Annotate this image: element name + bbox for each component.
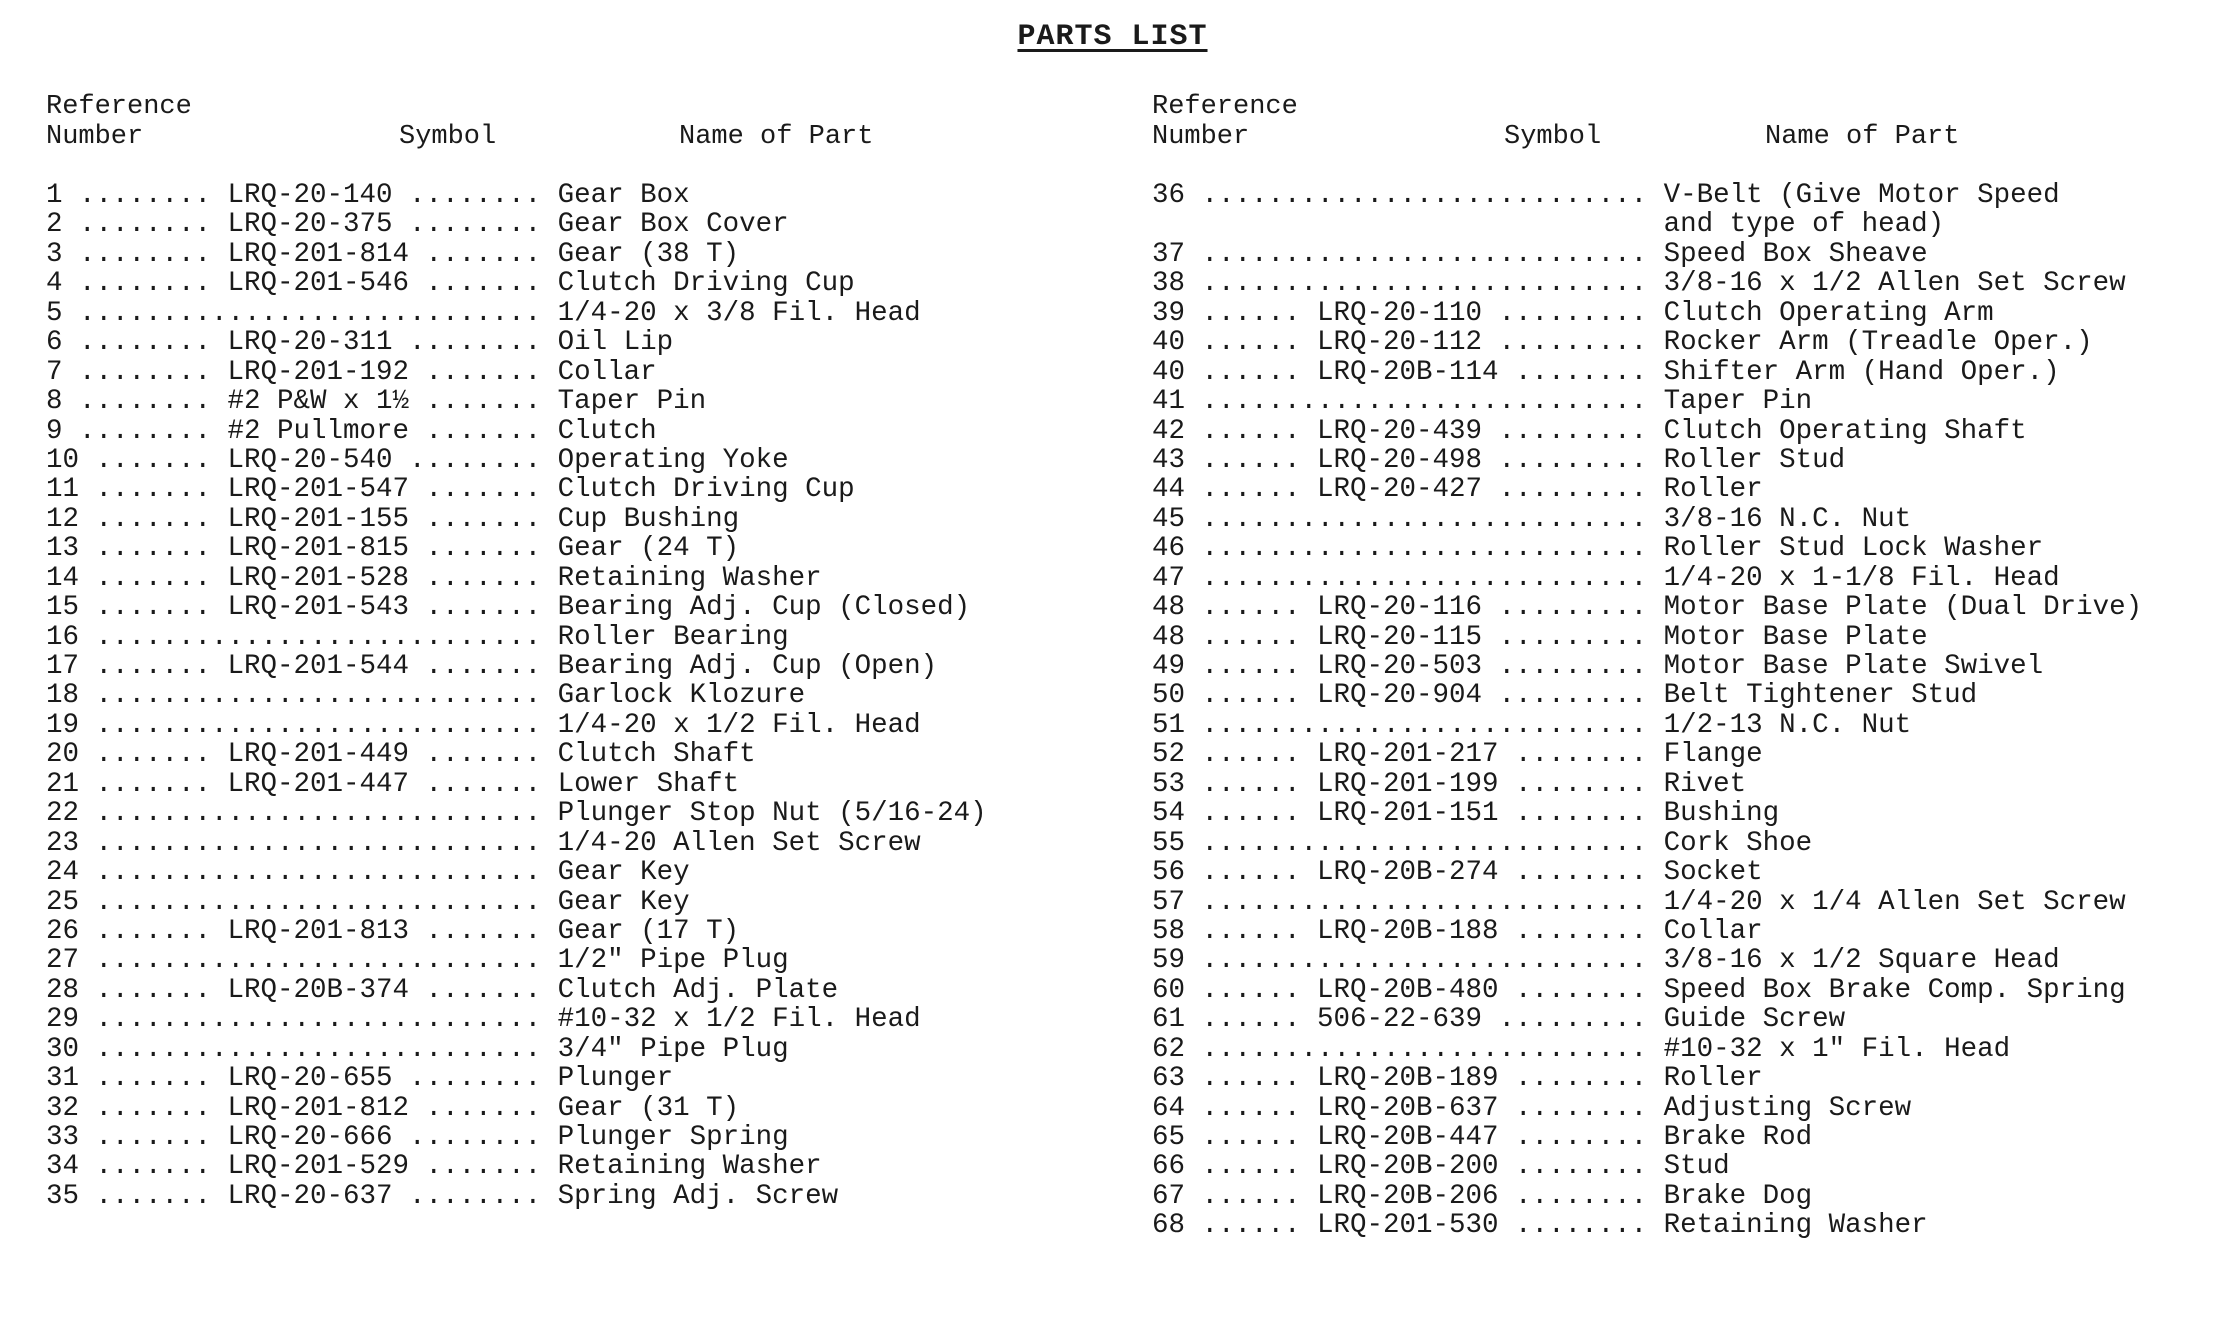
parts-row: 19 ........................... 1/4-20 x 1/2 Fil. Head [46, 709, 921, 741]
parts-row: 50 ...... LRQ-20-904 ......... Belt Tightener Stud [1152, 680, 1978, 712]
parts-row: 12 ....... LRQ-201-155 ....... Cup Bushing [46, 503, 740, 535]
parts-row: 24 ........................... Gear Key [46, 857, 690, 889]
parts-row: 57 ........................... 1/4-20 x 1/4 Allen Set Screw [1152, 886, 2126, 918]
parts-row: 38 ........................... 3/8-16 x 1/2 Allen Set Screw [1152, 268, 2126, 300]
parts-row: 30 ........................... 3/4" Pipe Plug [46, 1033, 789, 1065]
parts-row: 2 ........ LRQ-20-375 ........ Gear Box Cover [46, 209, 789, 241]
parts-row: 35 ....... LRQ-20-637 ........ Spring Adj. Screw [46, 1180, 839, 1212]
parts-rows-right [1152, 181, 2212, 1241]
parts-row: 36 ........................... V-Belt (Give Motor Speed [1152, 180, 2060, 211]
parts-row: 20 ....... LRQ-201-449 ....... Clutch Shaft [46, 739, 756, 771]
parts-row: 42 ...... LRQ-20-439 ......... Clutch Operating Shaft [1152, 415, 2027, 447]
parts-row: 6 ........ LRQ-20-311 ........ Oil Lip [46, 327, 674, 359]
parts-row: 54 ...... LRQ-201-151 ........ Bushing [1152, 798, 1780, 830]
parts-row: 4 ........ LRQ-201-546 ....... Clutch Driving Cup [46, 268, 855, 300]
parts-table-right [1152, 92, 2212, 1242]
parts-row: 22 ........................... Plunger Stop Nut (5/16-24) [46, 798, 987, 830]
parts-rows-left [46, 181, 1076, 1211]
parts-row: 51 ........................... 1/2-13 N.C. Nut [1152, 709, 1912, 741]
parts-row: 66 ...... LRQ-20B-200 ........ Stud [1152, 1151, 1730, 1183]
parts-row: 23 ........................... 1/4-20 Allen Set Screw [46, 827, 921, 859]
parts-row: 67 ...... LRQ-20B-206 ........ Brake Dog [1152, 1180, 1813, 1212]
parts-row: 45 ........................... 3/8-16 N.C. Nut [1152, 503, 1912, 535]
header-symbol: Symbol [399, 122, 497, 152]
parts-row: 61 ...... 506-22-639 ......... Guide Screw [1152, 1004, 1846, 1036]
parts-row: 1 ........ LRQ-20-140 ........ Gear Box [46, 180, 690, 211]
parts-row: 63 ...... LRQ-20B-189 ........ Roller [1152, 1063, 1763, 1095]
parts-row: 48 ...... LRQ-20-115 ......... Motor Base Plate [1152, 621, 1928, 653]
parts-row: 40 ...... LRQ-20B-114 ........ Shifter Arm (Hand Oper.) [1152, 356, 2060, 388]
parts-row: 59 ........................... 3/8-16 x 1/2 Square Head [1152, 945, 2060, 977]
header-reference: Reference [1152, 92, 1298, 122]
parts-row: 41 ........................... Taper Pin [1152, 386, 1813, 418]
parts-row: 15 ....... LRQ-201-543 ....... Bearing Adj. Cup (Closed) [46, 592, 971, 624]
parts-row: 62 ........................... #10-32 x 1" Fil. Head [1152, 1033, 2011, 1065]
parts-row: and type of head) [1152, 209, 1945, 241]
parts-row: 39 ...... LRQ-20-110 ......... Clutch Operating Arm [1152, 297, 1994, 329]
parts-row: 37 ........................... Speed Box Sheave [1152, 238, 1928, 270]
parts-row: 27 ........................... 1/2" Pipe Plug [46, 945, 789, 977]
page-title: PARTS LIST [1017, 20, 1208, 54]
parts-row: 58 ...... LRQ-20B-188 ........ Collar [1152, 915, 1763, 947]
table-header [46, 92, 1076, 188]
header-reference: Reference [46, 92, 192, 122]
parts-row: 16 ........................... Roller Bearing [46, 621, 789, 653]
parts-row: 56 ...... LRQ-20B-274 ........ Socket [1152, 857, 1763, 889]
header-name: Name of Part [679, 122, 874, 152]
header-number: Number [46, 122, 144, 152]
parts-row: 28 ....... LRQ-20B-374 ....... Clutch Adj. Plate [46, 974, 839, 1006]
parts-row: 44 ...... LRQ-20-427 ......... Roller [1152, 474, 1763, 506]
parts-row: 3 ........ LRQ-201-814 ....... Gear (38 T) [46, 238, 740, 270]
parts-row: 65 ...... LRQ-20B-447 ........ Brake Rod [1152, 1122, 1813, 1153]
parts-row: 10 ....... LRQ-20-540 ........ Operating Yoke [46, 444, 789, 476]
parts-row: 13 ....... LRQ-201-815 ....... Gear (24 T) [46, 533, 740, 565]
parts-row: 68 ...... LRQ-201-530 ........ Retaining Washer [1152, 1210, 1928, 1242]
parts-row: 25 ........................... Gear Key [46, 886, 690, 918]
parts-row: 31 ....... LRQ-20-655 ........ Plunger [46, 1063, 674, 1095]
parts-table-left [46, 92, 1076, 1212]
header-symbol: Symbol [1504, 122, 1602, 152]
header-name: Name of Part [1765, 122, 1960, 152]
parts-row: 53 ...... LRQ-201-199 ........ Rivet [1152, 768, 1747, 800]
parts-row: 17 ....... LRQ-201-544 ....... Bearing Adj. Cup (Open) [46, 651, 938, 682]
parts-row: 7 ........ LRQ-201-192 ....... Collar [46, 356, 657, 388]
parts-row: 48 ...... LRQ-20-116 ......... Motor Base Plate (Dual Drive) [1152, 592, 2143, 624]
parts-row: 26 ....... LRQ-201-813 ....... Gear (17 T) [46, 915, 740, 947]
table-header [1152, 92, 2212, 188]
parts-row: 8 ........ #2 P&W x 1½ ....... Taper Pin [46, 386, 707, 418]
parts-row: 34 ....... LRQ-201-529 ....... Retaining Washer [46, 1151, 822, 1183]
parts-row: 11 ....... LRQ-201-547 ....... Clutch Driving Cup [46, 474, 855, 506]
parts-row: 18 ........................... Garlock Klozure [46, 680, 806, 712]
parts-row: 40 ...... LRQ-20-112 ......... Rocker Arm (Treadle Oper.) [1152, 327, 2093, 359]
parts-row: 32 ....... LRQ-201-812 ....... Gear (31 T) [46, 1092, 740, 1124]
parts-row: 64 ...... LRQ-20B-637 ........ Adjusting Screw [1152, 1092, 1912, 1124]
parts-row: 55 ........................... Cork Shoe [1152, 827, 1813, 859]
parts-row: 49 ...... LRQ-20-503 ......... Motor Base Plate Swivel [1152, 651, 2044, 682]
parts-row: 43 ...... LRQ-20-498 ......... Roller Stud [1152, 444, 1846, 476]
parts-row: 46 ........................... Roller Stud Lock Washer [1152, 533, 2044, 565]
parts-row: 5 ............................ 1/4-20 x 3/8 Fil. Head [46, 297, 921, 329]
header-number: Number [1152, 122, 1250, 152]
parts-row: 52 ...... LRQ-201-217 ........ Flange [1152, 739, 1763, 771]
parts-row: 33 ....... LRQ-20-666 ........ Plunger Spring [46, 1122, 789, 1153]
parts-row: 60 ...... LRQ-20B-480 ........ Speed Box Brake Comp. Spring [1152, 974, 2126, 1006]
parts-row: 47 ........................... 1/4-20 x 1-1/8 Fil. Head [1152, 562, 2060, 594]
parts-row: 29 ........................... #10-32 x 1/2 Fil. Head [46, 1004, 921, 1036]
parts-row: 9 ........ #2 Pullmore ....... Clutch [46, 415, 657, 447]
parts-row: 14 ....... LRQ-201-528 ....... Retaining Washer [46, 562, 822, 594]
parts-row: 21 ....... LRQ-201-447 ....... Lower Shaft [46, 768, 740, 800]
